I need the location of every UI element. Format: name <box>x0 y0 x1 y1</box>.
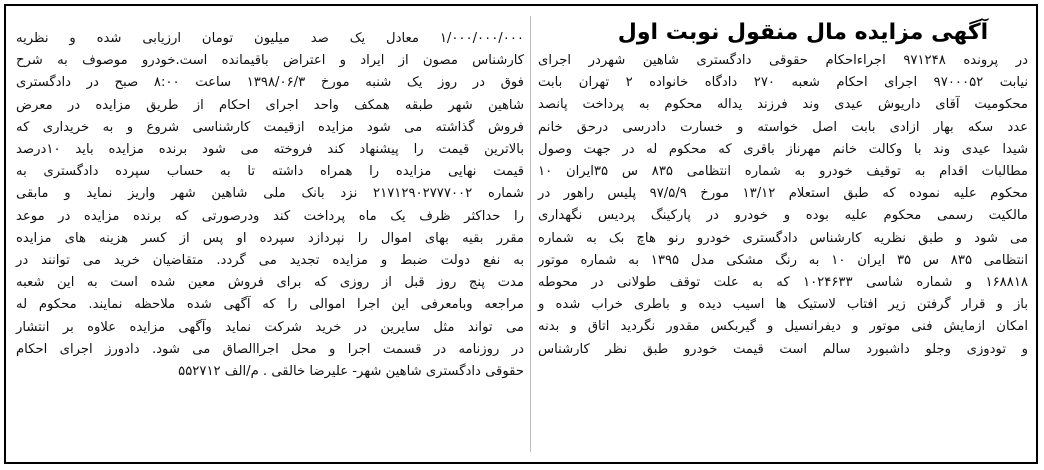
text-line: فوق در روز یک شنبه مورخ ۱۳۹۸/۰۶/۳ ساعت ۸:۰۰ صبح در دادگستری <box>16 75 524 91</box>
text-line: می شود و طبق نظریه کارشناس دادگستری خودرو رنو هاچ بک به شماره <box>538 230 1028 246</box>
text-line: مراجعه وبامعرفی این اجرا اموالی را که آگهی شده ملاحظه نمایند. محکوم له <box>16 297 524 313</box>
text-line: مدت پنج روز قبل از روزی که برای فروش معین شده است به این شعبه <box>16 275 524 291</box>
text-line: بالاترین قیمت را پیشنهاد کند فروخته می شود برنده مزایده باید ۱۰درصد <box>16 142 524 158</box>
text-line: می تواند مثل سایرین در خرید شرکت نماید وآگهی مزایده علاوه بر انتشار <box>16 319 524 335</box>
text-line: فروش گذاشته می شود مزایده ازقیمت کارشناسی شروع و به خریداری که <box>16 119 524 135</box>
text-line: نیابت ۹۷۰۰۰۵۲ اجرای احکام شعبه ۲۷۰ دادگاه خانواده ۲ تهران بابت <box>538 75 1028 91</box>
text-line: مالکیت رسمی محکوم علیه بوده و خودرو در پارکینگ پردیس نگهداری <box>538 208 1028 224</box>
text-line: مطالبات اقدام به توقیف خودرو به شماره انتظامی ۸۳۵ س ۳۵ایران ۱۰ <box>538 164 1028 180</box>
text-line: امکان ازمایش فنی موتور و دیفرانسیل و گیربکس مقدور نگردید اتاق و بدنه <box>538 319 1028 335</box>
text-line: در روزنامه در قسمت اجرا و محل اجراالصاق می شود. دادورز اجرای احکام <box>16 341 524 357</box>
text-line: انتظامی ۸۳۵ س ۳۵ ایران ۱۰ به رنگ مشکی مدل ۱۳۹۵ به شماره موتور <box>538 252 1029 268</box>
right-column <box>538 14 1028 361</box>
text-line: شیدا عیدی وند با وکالت خانم مهرناز باقری که محکوم له در جهت وصول <box>538 141 1028 157</box>
text-line: عدد سکه بهار ازادی بابت اصل خواسته و خسارت دادرسی درحق خانم <box>538 119 1028 135</box>
right-column-text <box>538 50 1028 361</box>
text-line: باز و قرار گرفتن زیر افتاب لاستیک ها اسیب دیده و باطری خراب شده و <box>538 297 1028 313</box>
text-line: ۱/۰۰۰/۰۰۰/۰۰۰ معادل یک صد میلیون تومان ارزیابی شده و نظریه <box>16 31 524 46</box>
text-line: شماره ۲۱۷۱۲۹۰۲۷۷۷۰۰۲ نزد بانک ملی شاهین شهر واریز نماید و مابقی <box>16 186 524 202</box>
text-line: ۱۶۸۸۱۸ و شماره شاسی ۱۰۲۴۶۳۳ که به علت توقف طولانی در محوطه <box>538 275 1028 291</box>
left-column-text <box>16 28 524 383</box>
text-line: قیمت نهایی مزایده را همراه داشته تا به حساب سپرده دادگستری به <box>16 164 524 180</box>
text-line: شاهین شهر طبقه همکف واحد اجرای احکام از طریق مزایده در معرض <box>16 97 524 113</box>
column-divider <box>530 16 531 452</box>
notice-frame <box>4 4 1038 464</box>
notice-title: آگهی مزایده مال منقول نوبت اول <box>617 20 989 45</box>
left-column <box>16 28 524 383</box>
text-line: حقوقی دادگستری شاهین شهر- علیرضا خالقی . م/الف ۵۵۲۷۱۲ <box>178 364 524 380</box>
text-line: مقرر بقیه بهای اموال را نپردازد سپرده او پس از کسر هزینه های مزایده <box>16 230 524 246</box>
text-line: محکوم علیه نموده که طبق استعلام ۱۳/۱۲ مورخ ۹۷/۵/۹ پلیس راهور در <box>538 186 1028 202</box>
text-line: کارشناس مصون از ایراد و اعتراض باقیمانده است.خودرو موصوف به شرح <box>16 53 524 69</box>
text-line: و تودوزی وجلو داشبورد سالم است قیمت خودرو طبق نظر کارشناس <box>538 341 1028 357</box>
text-line: به نفع دولت ضبط و مزایده تجدید می گردد. متقاضیان خرید می توانند در <box>16 253 524 269</box>
text-line: در پرونده ۹۷۱۲۴۸ اجراءاحکام حقوقی دادگستری شاهین شهردر اجرای <box>538 53 1028 68</box>
text-line: را حداکثر ظرف یک ماه پرداخت کند ودرصورتی که برنده مزایده در موعد <box>16 208 524 224</box>
text-line: محکومیت آقای داریوش عیدی وند فرزند یداله محکوم به پرداخت پانصد <box>538 97 1028 113</box>
